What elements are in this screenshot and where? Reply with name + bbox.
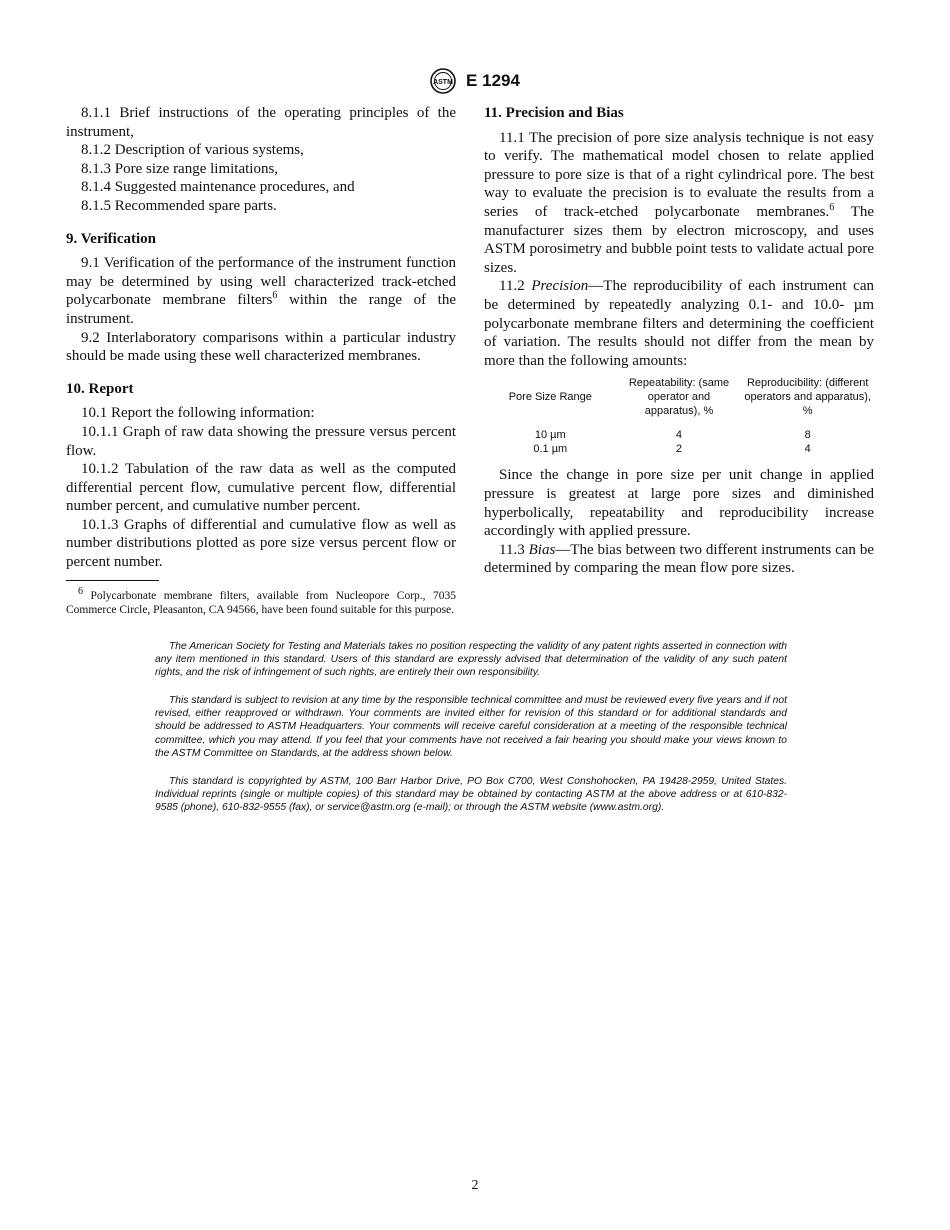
footnote-marker: 6 (78, 586, 83, 598)
section-10-heading: 10. Report (66, 380, 134, 397)
footnote: $^6$ Polycarbonate membrane filters, available from Nucleopore Corp., 7035 Commerce Circle, Pleasanton, CA 94566, have been found suitable for this purpose. (66, 586, 456, 616)
footnote-ref: 6 (829, 201, 835, 213)
para-10-1: 10.1 Report the following information: (81, 405, 315, 422)
para-11-2: 11.2 Precision—The reproducibility of each instrument can be determined by repeatedly analyzing 0.1- and 10.0- µm polycarbonate membrane filters and determining the coefficient of variation. The results should not differ from the mean by more than the following amounts: (484, 278, 874, 369)
precision-table (484, 376, 874, 456)
para-11-3: 11.3 Bias—The bias between two different instruments can be determined by comparing the mean flow pore sizes. (484, 541, 874, 577)
table-cell: 10 µm (534, 429, 566, 442)
table-header: Repeatability: (same operator and apparatus), % (628, 377, 730, 418)
table-header: Pore Size Range (508, 391, 592, 404)
standard-designation: E 1294 (466, 71, 520, 90)
table-cell: 0.1 µm (533, 443, 568, 456)
table-row (484, 442, 874, 456)
para-10-1-1: 10.1.1 Graph of raw data showing the pressure versus percent flow. (66, 423, 456, 459)
table-cell: 4 (675, 429, 683, 442)
page-number: 2 (471, 1178, 479, 1193)
section-9-heading: 9. Verification (66, 230, 156, 247)
svg-text:ASTM: ASTM (433, 79, 453, 86)
para-10-1-2: 10.1.2 Tabulation of the raw data as well as the computed differential percent flow, cumulative percent flow, differential number percent, and cumulative number percent. (66, 461, 456, 515)
copyright-notice: This standard is copyrighted by ASTM, 100 Barr Harbor Drive, PO Box C700, West Conshohocken, PA 19428-2959, United States. Individual reprints (single or multiple copies) of this standard may be obtained by contacting ASTM at the above address or at 610-832-9585 (phone), 610-832-9555 (fax), or service@astm.org (e-mail); or through the ASTM website (www.astm.org). (155, 775, 787, 813)
table-cell: 4 (804, 443, 811, 456)
table-header-row (484, 376, 874, 428)
left-column (66, 104, 456, 572)
para-8-1-1: 8.1.1 Brief instructions of the operating principles of the instrument, (66, 105, 456, 140)
para-9-1: 9.1 Verification of the performance of the instrument function may be determined by using well characterized track-etched polycarbonate membrane filters$^6$ within the range of the instrument. (66, 255, 456, 327)
para-11-1: 11.1 The precision of pore size analysis technique is not easy to verify. The mathematical model chosen to relate applied pressure to pore size is that of a right cylindrical pore. The best way to evaluate the precision is to evaluate the results from a series of track-etched polycarbonate membranes.$^6$ The manufacturer sizes them by electron microscopy, and uses ASTM porosimetry and bubble point tests to validate actual pore sizes. (484, 129, 874, 276)
para-8-1-2: 8.1.2 Description of various systems, (81, 142, 304, 159)
table-cell: 2 (675, 443, 683, 456)
right-column (484, 104, 874, 578)
para-9-2: 9.2 Interlaboratory comparisons within a particular industry should be made using these well characterized membranes. (66, 329, 456, 365)
para-8-1-4: 8.1.4 Suggested maintenance procedures, and (81, 179, 355, 196)
legal-notices (155, 640, 787, 829)
para-8-1-5: 8.1.5 Recommended spare parts. (81, 197, 277, 214)
astm-logo-icon (430, 68, 456, 94)
para-since: Since the change in pore size per unit change in applied pressure is greatest at large pore sizes and diminished hyperbolically, repeatability and reproducibility increase accordingly with applied pressure. (484, 467, 874, 540)
table-cell: 8 (804, 429, 811, 442)
patent-notice: The American Society for Testing and Materials takes no position respecting the validity of any patent rights asserted in connection with any item mentioned in this standard. Users of this standard are expressly advised that determination of the validity of any such patent rights, and the risk of infringement of such rights, are entirely their own responsibility. (155, 641, 787, 679)
revision-notice: This standard is subject to revision at any time by the responsible technical committee and must be reviewed every five years and if not revised, either reapproved or withdrawn. Your comments are invited either for revision of this standard or for additional standards and should be addressed to ASTM Headquarters. Your comments will receive careful consideration at a meeting of the responsible technical committee, which you may attend. If you feel that your comments have not received a fair hearing you should make your views known to the ASTM Committee on Standards, at the address shown below. (155, 695, 787, 759)
section-11-heading: 11. Precision and Bias (484, 105, 624, 121)
para-10-1-3: 10.1.3 Graphs of differential and cumulative flow as well as number distributions plotted as pore size versus percent flow or percent number. (66, 516, 456, 571)
page-header (0, 68, 950, 94)
table-row (484, 428, 874, 442)
table-header: Reproducibility: (different operators and apparatus), % (744, 377, 871, 418)
footnote-divider (66, 580, 159, 581)
para-8-1-3: 8.1.3 Pore size range limitations, (81, 160, 279, 177)
footnote-ref: 6 (272, 290, 278, 302)
